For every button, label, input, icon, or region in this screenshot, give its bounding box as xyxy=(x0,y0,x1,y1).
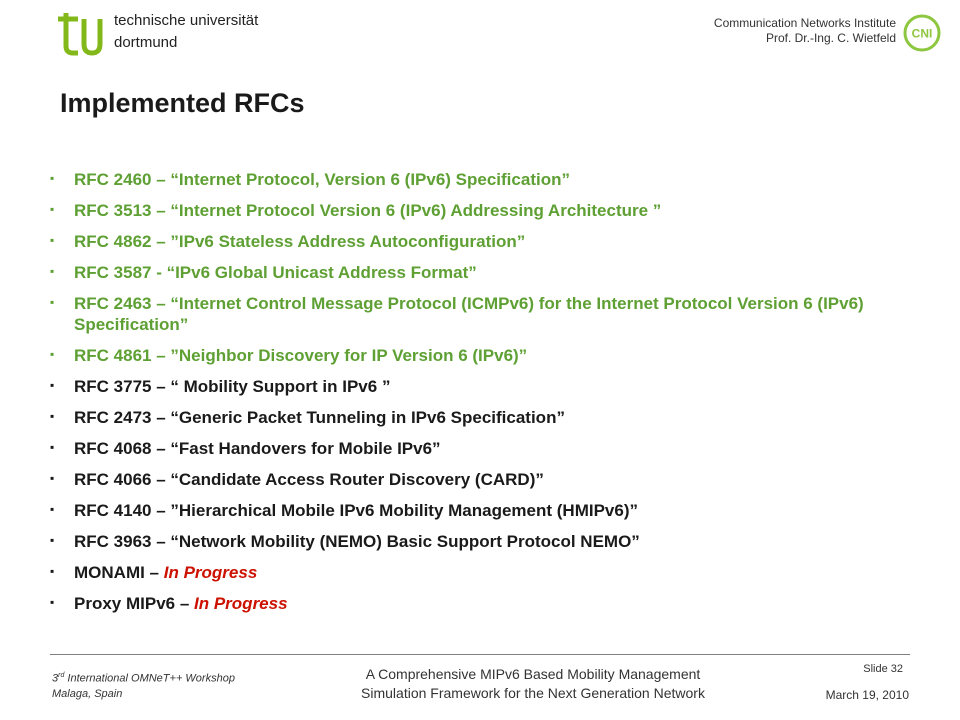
rfc-item-text: RFC 3513 – “Internet Protocol Version 6 (IPv6) Addressing Architecture ” xyxy=(74,201,662,220)
rfc-item xyxy=(50,562,922,583)
university-name-line1: technische universität xyxy=(114,12,259,29)
bullet-icon: ▪ xyxy=(50,202,55,216)
rfc-item-text: RFC 3775 – “ Mobility Support in IPv6 ” xyxy=(74,377,391,396)
rfc-item xyxy=(50,407,922,428)
rfc-item-text: MONAMI xyxy=(74,563,145,582)
rfc-item xyxy=(50,231,922,252)
institute-name: Communication Networks Institute xyxy=(713,16,896,30)
bullet-icon: ▪ xyxy=(50,233,55,247)
slide-number: Slide 32 xyxy=(863,663,903,675)
bullet-icon: ▪ xyxy=(50,471,55,485)
status-separator: – xyxy=(144,563,164,582)
rfc-item-text: RFC 4066 – “Candidate Access Router Discovery (CARD)” xyxy=(74,470,544,489)
bullet-icon: ▪ xyxy=(50,264,55,278)
status-in-progress: In Progress xyxy=(163,563,258,582)
footer-divider xyxy=(50,654,910,655)
bullet-icon: ▪ xyxy=(50,295,55,309)
rfc-item xyxy=(50,376,922,397)
workshop-title xyxy=(52,668,235,687)
rfc-item-text: RFC 4861 – ”Neighbor Discovery for IP Version 6 (IPv6)” xyxy=(74,346,528,365)
workshop-location: Malaga, Spain xyxy=(52,687,123,700)
presentation-title xyxy=(296,665,770,703)
presentation-date: March 19, 2010 xyxy=(825,688,909,702)
bullet-icon: ▪ xyxy=(50,347,55,361)
rfc-item xyxy=(50,593,922,614)
workshop-ordinal-suffix: rd xyxy=(58,672,65,679)
cni-logo xyxy=(902,13,942,53)
bullet-icon: ▪ xyxy=(50,595,55,609)
slide-title: Implemented RFCs xyxy=(60,88,305,118)
university-name-line2: dortmund xyxy=(114,34,178,51)
status-in-progress: In Progress xyxy=(194,594,288,613)
bullet-icon: ▪ xyxy=(50,409,55,423)
rfc-item xyxy=(50,500,922,521)
bullet-icon: ▪ xyxy=(50,502,55,516)
rfc-item xyxy=(50,200,922,221)
bullet-icon: ▪ xyxy=(50,533,55,547)
rfc-item xyxy=(50,469,922,490)
bullet-icon: ▪ xyxy=(50,564,55,578)
workshop-ordinal: 3 xyxy=(52,672,59,685)
bullet-icon: ▪ xyxy=(50,171,55,185)
university-name xyxy=(114,10,258,54)
bullet-icon: ▪ xyxy=(50,440,55,454)
cni-logo-text: CNI xyxy=(911,26,933,41)
rfc-item xyxy=(50,169,922,190)
workshop-info xyxy=(52,668,235,702)
rfc-item-text: RFC 2460 – “Internet Protocol, Version 6 (IPv6) Specification” xyxy=(74,170,570,189)
rfc-item-text: RFC 4068 – “Fast Handovers for Mobile IPv6” xyxy=(74,439,441,458)
rfc-item xyxy=(50,531,922,552)
rfc-item-text: RFC 4140 – ”Hierarchical Mobile IPv6 Mobility Management (HMIPv6)” xyxy=(74,501,638,520)
rfc-item-text: RFC 4862 – ”IPv6 Stateless Address Autoconfiguration” xyxy=(74,232,526,251)
rfc-item-text: Proxy MIPv6 xyxy=(74,594,176,613)
rfc-item-text: RFC 3587 - “IPv6 Global Unicast Address Format” xyxy=(74,263,477,282)
institute-info xyxy=(714,16,896,46)
bullet-icon: ▪ xyxy=(50,378,55,392)
rfc-item xyxy=(50,293,922,335)
workshop-name: International OMNeT++ Workshop xyxy=(64,672,235,685)
rfc-list xyxy=(50,169,922,624)
professor-name: Prof. Dr.-Ing. C. Wietfeld xyxy=(765,31,896,45)
rfc-item-text: RFC 2473 – “Generic Packet Tunneling in IPv6 Specification” xyxy=(74,408,565,427)
rfc-item xyxy=(50,262,922,283)
tu-dortmund-logo xyxy=(54,10,104,58)
rfc-item-text: RFC 2463 – “Internet Control Message Protocol (ICMPv6) for the Internet Protocol Version 6 (IPv6) Specification” xyxy=(74,294,864,334)
rfc-item-text: RFC 3963 – “Network Mobility (NEMO) Basic Support Protocol NEMO” xyxy=(74,532,640,551)
rfc-item xyxy=(50,345,922,366)
presentation-title-line2: Simulation Framework for the Next Generation Network xyxy=(361,685,705,701)
presentation-title-line1: A Comprehensive MIPv6 Based Mobility Management xyxy=(365,666,701,682)
rfc-item xyxy=(50,438,922,459)
status-separator: – xyxy=(175,594,195,613)
